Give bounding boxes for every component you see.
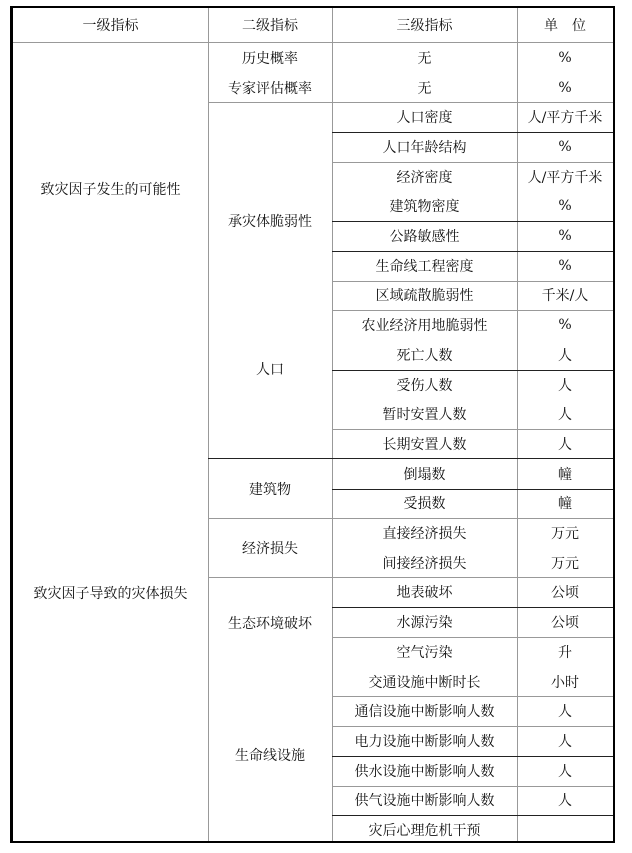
level3-cell: 间接经济损失 xyxy=(382,555,467,572)
unit-cell: 幢 xyxy=(558,496,572,513)
unit-cell: % xyxy=(558,228,572,245)
unit-cell: 万元 xyxy=(551,526,579,543)
unit-cell: % xyxy=(558,49,572,66)
unit-cell: % xyxy=(558,257,572,274)
level1-cell: 致灾因子导致的灾体损失 xyxy=(33,586,188,602)
level3-cell: 受伤人数 xyxy=(396,377,453,394)
level2-cell: 专家评估概率 xyxy=(228,80,312,97)
unit-cell: 人/平方千米 xyxy=(527,169,603,186)
level3-cell: 供气设施中断影响人数 xyxy=(354,793,495,810)
level3-cell: 人口年龄结构 xyxy=(382,139,467,156)
unit-cell: 人 xyxy=(558,733,572,750)
unit-cell: % xyxy=(558,317,572,334)
unit-cell: 千米/人 xyxy=(541,288,589,305)
level2-cell: 生态环境破坏 xyxy=(228,615,312,632)
header-level3: 三级指标 xyxy=(396,18,453,34)
level3-cell: 交通设施中断时长 xyxy=(368,674,481,691)
unit-cell: 万元 xyxy=(551,555,579,572)
unit-cell: 人 xyxy=(558,377,572,394)
level2-cell: 经济损失 xyxy=(242,541,298,558)
level3-cell: 人口密度 xyxy=(396,110,453,127)
level3-cell: 经济密度 xyxy=(396,169,453,186)
header-level2: 二级指标 xyxy=(242,18,298,34)
unit-cell: 升 xyxy=(558,644,572,661)
level2-cell: 人口 xyxy=(256,362,284,378)
level3-cell: 无 xyxy=(417,80,432,97)
level3-cell: 区域疏散脆弱性 xyxy=(375,288,474,305)
indicator-table xyxy=(10,6,615,843)
unit-cell: 公顷 xyxy=(551,615,579,632)
unit-cell: % xyxy=(558,198,572,215)
level3-cell: 水源污染 xyxy=(396,615,453,632)
level3-cell: 灾后心理危机干预 xyxy=(368,823,481,840)
level3-cell: 死亡人数 xyxy=(396,347,453,364)
level3-cell: 生命线工程密度 xyxy=(375,258,474,275)
header-level1: 一级指标 xyxy=(82,18,139,34)
level3-cell: 倒塌数 xyxy=(403,466,446,483)
unit-cell: 人/平方千米 xyxy=(527,110,603,127)
level3-cell: 通信设施中断影响人数 xyxy=(354,704,495,721)
level3-cell: 空气污染 xyxy=(396,644,453,661)
level2-cell: 承灾体脆弱性 xyxy=(228,214,312,231)
level3-cell: 建筑物密度 xyxy=(389,199,460,216)
level3-cell: 地表破坏 xyxy=(396,585,453,602)
unit-cell: 人 xyxy=(558,763,572,780)
unit-cell: % xyxy=(558,79,572,96)
level1-cell: 致灾因子发生的可能性 xyxy=(40,182,181,198)
unit-cell: 人 xyxy=(558,704,572,721)
header-unit: 单 位 xyxy=(544,18,586,34)
unit-cell: 人 xyxy=(558,347,572,364)
unit-cell: % xyxy=(558,138,572,155)
unit-cell: 人 xyxy=(558,793,572,810)
unit-cell: 人 xyxy=(558,436,572,453)
level3-cell: 农业经济用地脆弱性 xyxy=(361,318,488,335)
unit-cell xyxy=(517,815,613,845)
level3-cell: 长期安置人数 xyxy=(382,436,467,453)
level2-cell: 历史概率 xyxy=(242,50,298,67)
level2-cell: 生命线设施 xyxy=(235,748,305,764)
unit-cell: 公顷 xyxy=(551,585,579,602)
level3-cell: 供水设施中断影响人数 xyxy=(354,763,495,780)
level3-cell: 受损数 xyxy=(403,496,446,513)
level3-cell: 无 xyxy=(417,50,432,67)
level2-cell: 建筑物 xyxy=(249,481,291,498)
unit-cell: 小时 xyxy=(551,674,579,691)
level3-cell: 直接经济损失 xyxy=(382,526,467,543)
level3-cell: 公路敏感性 xyxy=(389,229,460,246)
level3-cell: 电力设施中断影响人数 xyxy=(354,733,495,750)
level3-cell: 暂时安置人数 xyxy=(382,407,467,424)
unit-cell: 幢 xyxy=(558,466,572,483)
unit-cell: 人 xyxy=(558,407,572,424)
